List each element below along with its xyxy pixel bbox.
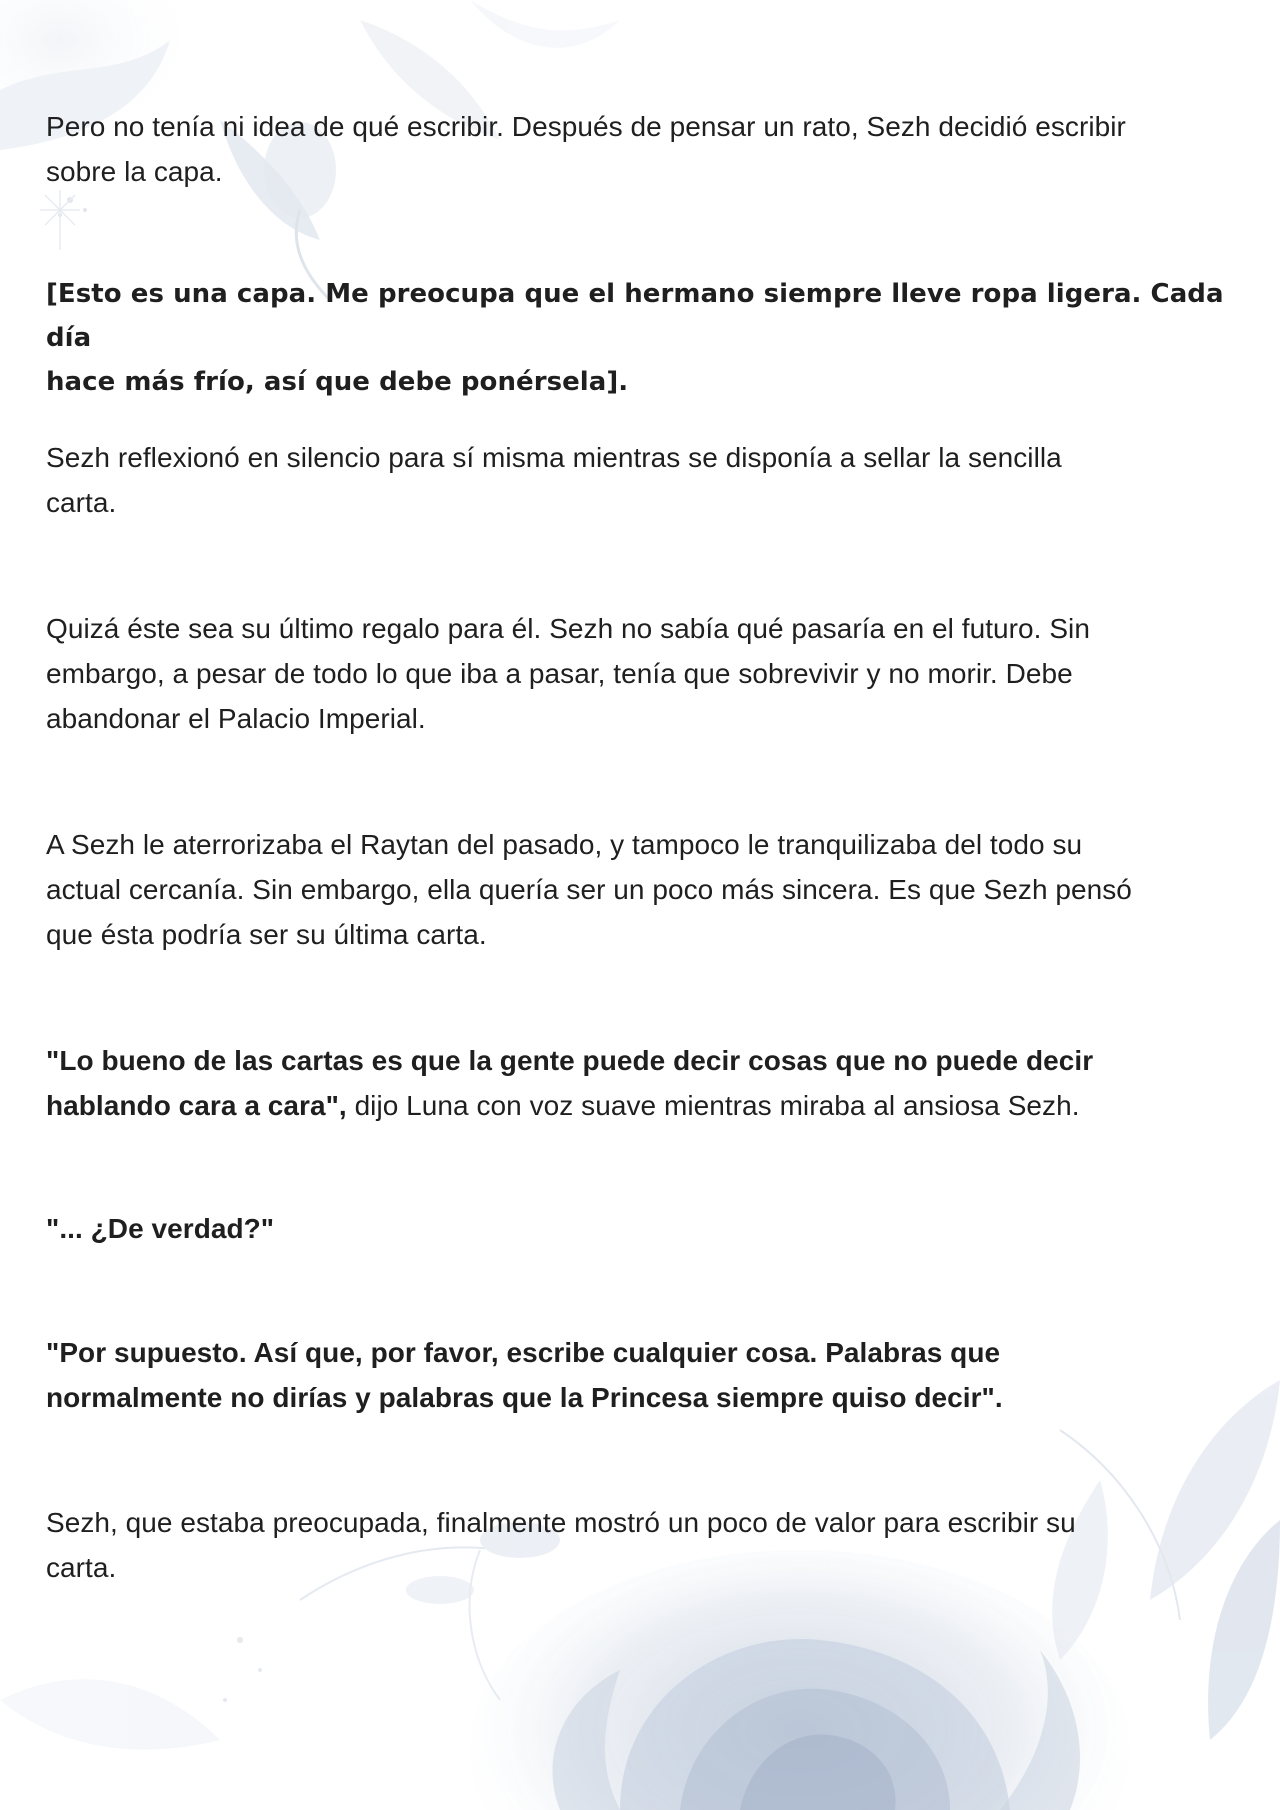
- paragraph-5-line-1: A Sezh le aterrorizaba el Raytan del pasado, y tampoco le tranquilizaba del todo su: [46, 829, 1083, 860]
- paragraph-2-line-2: hace más frío, así que debe ponérsela].: [46, 367, 629, 397]
- paragraph-6-line-2-rest: dijo Luna con voz suave mientras miraba al ansiosa Sezh.: [346, 1090, 1080, 1121]
- paragraph-5-line-2: actual cercanía. Sin embargo, ella quería ser un poco más sincera. Es que Sezh pensó: [46, 874, 1132, 905]
- paragraph-9-line-1: Sezh, que estaba preocupada, finalmente mostró un poco de valor para escribir su: [46, 1507, 1076, 1538]
- paragraph-9: [46, 1500, 1076, 1590]
- paragraph-4-line-3: abandonar el Palacio Imperial.: [46, 703, 426, 734]
- paragraph-6-line-2-bold: hablando cara a cara",: [46, 1090, 347, 1121]
- paragraph-3-line-2: carta.: [46, 487, 117, 518]
- paragraph-8-line-1: "Por supuesto. Así que, por favor, escribe cualquier cosa. Palabras que: [46, 1337, 1001, 1368]
- paragraph-8-line-2: normalmente no dirías y palabras que la Princesa siempre quiso decir".: [46, 1382, 1003, 1413]
- paragraph-1-line-1: Pero no tenía ni idea de qué escribir. Después de pensar un rato, Sezh decidió escribir: [46, 111, 1126, 142]
- paragraph-5: [46, 822, 1132, 957]
- paragraph-2-note: [46, 272, 1246, 404]
- paragraph-7-dialogue: [46, 1206, 274, 1251]
- paragraph-4-line-1: Quizá éste sea su último regalo para él. Sezh no sabía qué pasaría en el futuro. Sin: [46, 613, 1090, 644]
- paragraph-3: [46, 435, 1062, 525]
- paragraph-8-dialogue: [46, 1330, 1003, 1420]
- paragraph-6-line-1: "Lo bueno de las cartas es que la gente puede decir cosas que no puede decir: [46, 1045, 1094, 1076]
- paragraph-1-line-2: sobre la capa.: [46, 156, 223, 187]
- paragraph-6-dialogue: [46, 1038, 1093, 1128]
- paragraph-1: [46, 104, 1126, 194]
- paragraph-4: [46, 606, 1090, 741]
- paragraph-4-line-2: embargo, a pesar de todo lo que iba a pasar, tenía que sobrevivir y no morir. Debe: [46, 658, 1073, 689]
- paragraph-3-line-1: Sezh reflexionó en silencio para sí misma mientras se disponía a sellar la sencilla: [46, 442, 1062, 473]
- paragraph-2-line-1: [Esto es una capa. Me preocupa que el hermano siempre lleve ropa ligera. Cada día: [46, 279, 1224, 353]
- paragraph-9-line-2: carta.: [46, 1552, 117, 1583]
- paragraph-7-line-1: "... ¿De verdad?": [46, 1213, 275, 1244]
- paragraph-5-line-3: que ésta podría ser su última carta.: [46, 919, 487, 950]
